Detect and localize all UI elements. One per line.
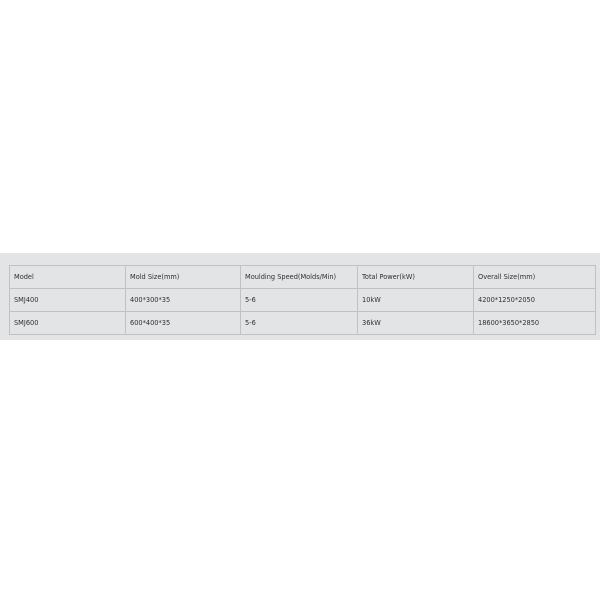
cell-mold-size: 400*300*35 — [126, 289, 241, 312]
cell-total-power: 36kW — [358, 312, 474, 335]
cell-total-power: 10kW — [358, 289, 474, 312]
header-mold-size: Mold Size(mm) — [126, 266, 241, 289]
header-moulding-speed: Moulding Speed(Molds/Min) — [241, 266, 358, 289]
header-model: Model — [10, 266, 126, 289]
spec-table — [9, 265, 596, 335]
cell-mold-size: 600*400*35 — [126, 312, 241, 335]
cell-overall-size: 18600*3650*2850 — [474, 312, 596, 335]
table-row — [10, 289, 596, 312]
header-overall-size: Overall Size(mm) — [474, 266, 596, 289]
cell-model: SMJ400 — [10, 289, 126, 312]
cell-moulding-speed: 5-6 — [241, 312, 358, 335]
table-row — [10, 312, 596, 335]
table-header-row — [10, 266, 596, 289]
cell-model: SMJ600 — [10, 312, 126, 335]
cell-overall-size: 4200*1250*2050 — [474, 289, 596, 312]
header-total-power: Total Power(kW) — [358, 266, 474, 289]
cell-moulding-speed: 5-6 — [241, 289, 358, 312]
